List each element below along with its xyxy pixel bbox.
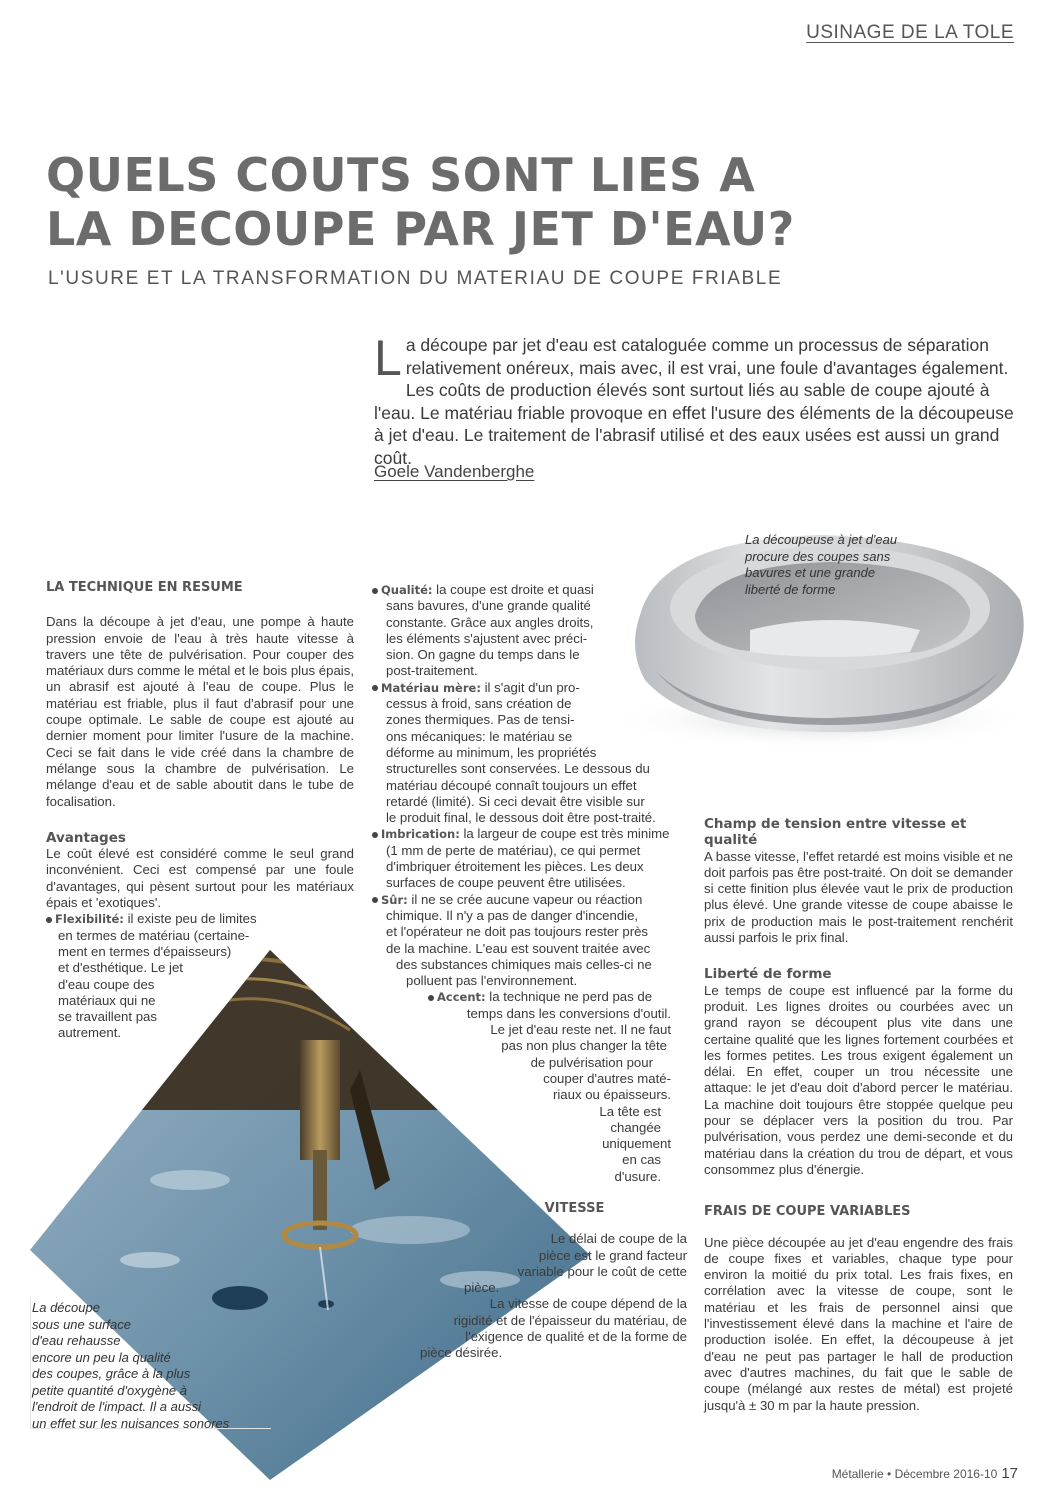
liberte-heading: Liberté de forme — [704, 966, 832, 983]
intro-text: a découpe par jet d'eau est cataloguée comme un processus de séparation relativement onéreux, mais avec, il est vrai, une foule d'avantages également. Les coûts de production élevés sont surtout liés au sable de coupe ajouté à l'eau. Le matériau friable provoque en effet l'usure des éléments de la découpeuse à jet d'eau. Le traitement de l'abrasif utilisé et des eaux usées est aussi un grand coût. — [374, 335, 1014, 468]
magazine-name: Métallerie • Décembre 2016-10 — [831, 1467, 998, 1481]
avantages-heading: Avantages — [46, 829, 126, 846]
title-line-2: LA DECOUPE PAR JET D'EAU? — [46, 202, 795, 256]
avantages-paragraph: Le coût élevé est considéré comme le seul grand inconvénient. Ceci est compensé par une foule d'avantages, qui pèsent surtout pour les matériaux épais et 'exotiques'. — [46, 846, 354, 911]
bullet-qualite: Qualité: la coupe est droite et quasi — [372, 582, 687, 598]
bullet-accent: Accent: la technique ne perd pas de — [372, 989, 687, 1005]
page-number: 17 — [1001, 1465, 1018, 1482]
column-3 — [704, 816, 1013, 1414]
bullet-sur: Sûr: il ne se crée aucune vapeur ou réaction — [372, 892, 687, 908]
page-footer — [832, 1465, 1018, 1482]
bullet-dot-icon — [372, 832, 378, 838]
technique-paragraph: Dans la découpe à jet d'eau, une pompe à haute pression envoie de l'eau à très haute vitesse à travers une tête de pulvérisation. Pour couper des matériaux durs comme le métal et le bois plus épais, un abrasif est ajouté à l'eau de coupe. Plus le matériau est friable, plus il faut d'abrasif pour une coupe optimale. Le sable de coupe est ajouté au dernier moment pour limiter l'usure de la machine. Ceci se fait dans le vide créé dans la chambre de mélange sous la chambre de pulvérisation. Le mélange d'eau et de sable aboutit dans le tube de focalisation. — [46, 614, 354, 809]
author-byline: Goele Vandenberghe — [374, 462, 535, 481]
ring-caption: La découpeuse à jet d'eau procure des coupes sans bavures et une grande liberté de forme — [745, 532, 898, 597]
champ-heading: Champ de tension entre vitesse et qualité — [704, 816, 967, 849]
bullet-materiau-mere: Matériau mère: il s'agit d'un pro- — [372, 680, 687, 696]
drop-cap: L — [374, 330, 402, 386]
vitesse-heading: VITESSE — [544, 1200, 605, 1216]
waterjet-caption: La découpe sous une surface d'eau rehausse encore un peu la qualité des coupes, grâce à la plus petite quantité d'oxygène à l'endroit de l'impact. Il a aussi un effet sur les nuisances sonores — [32, 1300, 230, 1431]
champ-paragraph: A basse vitesse, l'effet retardé est moins visible et ne doit parfois pas être post-traité. On doit se demander si cette finition plus élevée vaut le prix de production plus élevé. Une grande vitesse de coupe abaisse le prix de production mais le post-traitement renchérit aussi parfois le prix final. — [704, 848, 1013, 946]
bullet-dot-icon — [46, 917, 52, 923]
article-subtitle: L'USURE ET LA TRANSFORMATION DU MATERIAU DE COUPE FRIABLE — [48, 268, 783, 289]
frais-paragraph: Une pièce découpée au jet d'eau engendre des frais de coupe fixes et variables, chaque type pour environ la moitié du prix total. Les frais fixes, en corrélation avec la vitesse de coupe, sont le matériau et les frais de personnel ainsi que l'investissement élevé dans la machine et l'aire de production isolée. En effet, la découpeuse à jet d'eau ne peut pas partager le hall de production avec d'autres machines, du fait que le sable de coupe (mélangé aux restes de métal) est projeté jusqu'à ± 30 m par la haute pression. — [704, 1234, 1013, 1413]
bullet-dot-icon — [372, 897, 378, 903]
flex-continued: en termes de matériau (certaine- ment en termes d'épaisseurs) et d'esthétique. Le jet d'eau coupe des matériaux qui ne se travaillent pas autrement. — [58, 927, 250, 1041]
bullet-dot-icon — [428, 995, 434, 1001]
bullet-flexibilite: Flexibilité: il existe peu de limites — [46, 911, 354, 927]
section-tag: USINAGE DE LA TOLE — [806, 22, 1014, 43]
intro-paragraph — [374, 330, 1014, 469]
title-line-1: QUELS COUTS SONT LIES A — [46, 148, 756, 202]
bullet-dot-icon — [372, 588, 378, 594]
technique-heading: LA TECHNIQUE EN RESUME — [46, 580, 243, 595]
article-title — [46, 148, 946, 256]
bullet-imbrication: Imbrication: la largeur de coupe est très minime — [372, 826, 687, 842]
frais-heading: FRAIS DE COUPE VARIABLES — [704, 1204, 911, 1220]
bullet-dot-icon — [372, 685, 378, 691]
liberte-paragraph: Le temps de coupe est influencé par la forme du produit. Les lignes droites ou courbées avec un grand rayon se découpent plus vite dans une certaine qualité que les lignes fortement courbées et les formes petites. Les trous exigent également un délai. En effet, couper un trou nécessite une attaque: le jet d'eau doit d'abord percer le matériau. La machine doit toujours être stoppée quelque peu pour se déplacer vers la position du trou. Par pulvérisation, vous perdez une demi-seconde et du matériau dans la création du trou de départ, et vous consommez plus d'énergie. — [704, 982, 1013, 1177]
vitesse-paragraph: Le délai de coupe de la pièce est le grand facteur variable pour le coût de cette pièce. La vitesse de coupe dépend de la rigidité et de l'épaisseur du matériau, de l'exigence de qualité et de la forme de pièce désirée. — [420, 1231, 687, 1361]
flex-label: Flexibilité: — [55, 912, 124, 927]
column-2: Qualité: la coupe est droite et quasi sans bavures, d'une grande qualité constante. Grâce aux angles droits, les éléments s'ajustent avec préci- sion. On gagne du temps dans le post-traitement. Matériau mère: il s'agit d'un pro- cessus à froid, sans création de zones thermiques. Pas de tensi- ons mécaniques: le matériau se déforme au minimum, les propriétés structurelles sont conservées. Le dessous du matériau découpé connaît toujours un effet retardé (limité). Si ceci devait être visible sur le produit final, le dessous doit être post-traité. Imbrication: la largeur de coupe est très minime (1 mm de perte de matériau), ce qui permet d'imbriquer étroitement les pièces. Les deux surfaces de coupe peuvent être utilisées. Sûr: il ne se crée aucune vapeur ou réaction chimique. Il n'y a pas de danger d'incendie, et l'opérateur ne doit pas toujours rester près de la machine. L'eau est souvent traitée avec des substances chimiques mais celles-ci ne polluent pas l'environnement. Accent: la technique ne perd pas de temps dans les conversions d'outil. Le jet d'eau reste net. Il ne faut pas non plus changer la tête de pulvérisation pour couper d'autres maté- riaux ou épaisseurs. La tête est changée uniquement en cas d'usure. VITESSE Le délai de coupe de la pièce est le grand facteur variable pour le coût de cette pièce. La vitesse de coupe dépend de la rigidité et de l'épaisseur du matériau, de l'exigence de qualité et de la forme de pièce désirée. — [372, 582, 687, 1362]
